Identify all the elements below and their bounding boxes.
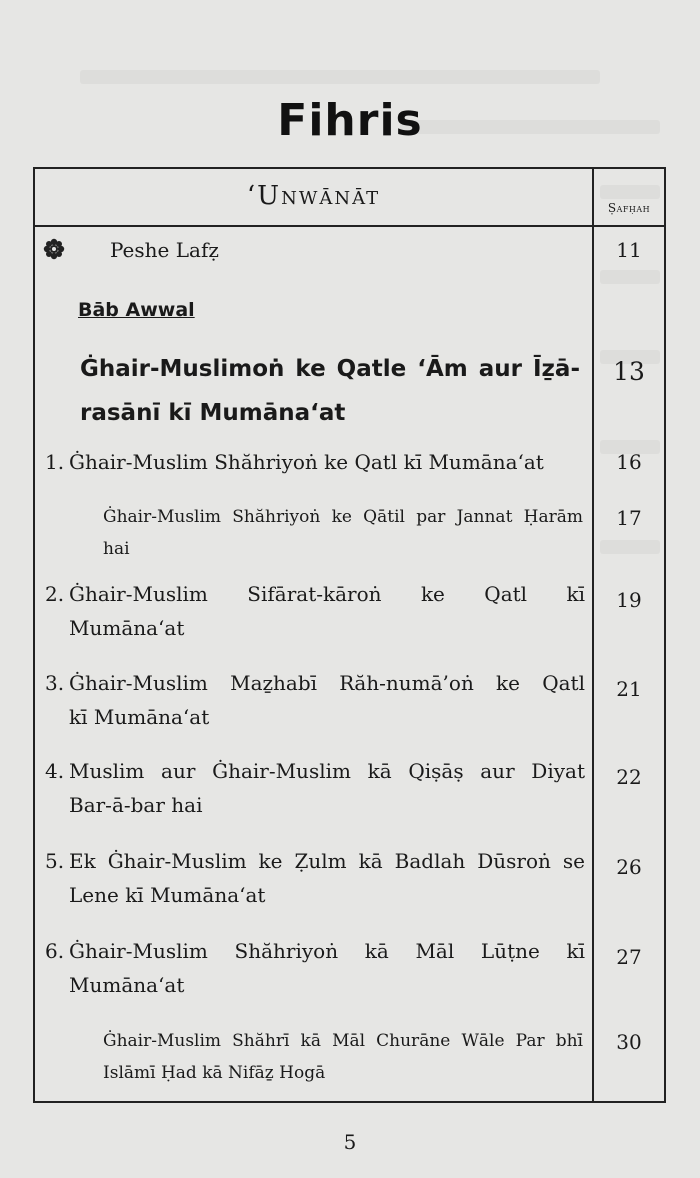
entry-title <box>45 754 585 822</box>
chapter-heading-line2: rasānī kī Mumāna‘at <box>80 400 346 426</box>
entry-line1: Ġhair-Muslim Shăhriyoṅ ke Qātil par Jannat Ḥarām <box>103 507 583 527</box>
header-divider <box>35 225 664 227</box>
page-number: 5 <box>343 1130 357 1154</box>
entry-number: 6. <box>45 939 65 963</box>
entry-page: 30 <box>616 1030 642 1054</box>
entry-page: 26 <box>616 855 642 879</box>
entry-page: 19 <box>616 588 642 612</box>
entry-line1: Ġhair-Muslim Maẕhabī Răh-numā’oṅ ke Qatl <box>69 671 585 695</box>
chapter-heading-line1: Ġhair-Muslimoṅ ke Qatle ‘Ām aur Īẕā- <box>80 356 580 382</box>
entry-page: 21 <box>616 677 642 701</box>
entry-line2: Mumāna‘at <box>69 973 185 997</box>
entry-line2: Bar-ā-bar hai <box>69 793 203 817</box>
entry-page: 11 <box>616 238 642 262</box>
entry-number: 2. <box>45 582 65 606</box>
entry-page: 16 <box>616 450 642 474</box>
entry-page: 17 <box>616 506 642 530</box>
chapter-label: Bāb Awwal <box>78 299 195 321</box>
entry-line1: Ġhair-Muslim Shăhriyoṅ ke Qatl kī Mumāna‘at <box>69 450 544 474</box>
entry-number: 3. <box>45 671 65 695</box>
entry-title <box>103 1025 583 1089</box>
column-heading-page: Ṣafḥah <box>607 201 651 215</box>
entry-page: 27 <box>616 945 642 969</box>
entry-page: 22 <box>616 765 642 789</box>
entry-title <box>45 934 585 1002</box>
entry-number: 5. <box>45 849 65 873</box>
entry-line2: hai <box>103 539 130 559</box>
entry-title <box>45 844 585 912</box>
entry-line1: Ġhair-Muslim Shăhriyoṅ kā Māl Lūṭne kī <box>69 939 585 963</box>
chapter-heading[interactable] <box>80 347 580 435</box>
entry-line1: Muslim aur Ġhair-Muslim kā Qiṣāṣ aur Diyat <box>69 759 585 783</box>
entry-title: Peshe Lafẓ <box>110 238 219 262</box>
flower-icon <box>43 238 65 260</box>
entry-line1: Ġhair-Muslim Sifārat-kāroṅ ke Qatl kī <box>69 582 585 606</box>
entry-number: 1. <box>45 450 65 474</box>
page-title: Fihris <box>277 95 423 146</box>
entry-line2: kī Mumāna‘at <box>69 705 210 729</box>
entry-line2: Islāmī Ḥad kā Nifāẕ Hogā <box>103 1063 326 1083</box>
entry-line2: Mumāna‘at <box>69 616 185 640</box>
entry-title <box>45 666 585 734</box>
column-heading-titles: ‘Unwānāt <box>246 181 381 211</box>
entry-number: 4. <box>45 759 65 783</box>
chapter-heading-page: 13 <box>613 357 645 386</box>
entry-title <box>103 501 583 565</box>
entry-line1: Ġhair-Muslim Shăhrī kā Māl Churāne Wāle Par bhī <box>103 1031 583 1051</box>
entry-line1: Ek Ġhair-Muslim ke Ẓulm kā Badlah Dūsroṅ se <box>69 849 585 873</box>
entry-title <box>45 577 585 645</box>
entry-title <box>45 445 585 479</box>
entry-line2: Lene kī Mumāna‘at <box>69 883 266 907</box>
contents-table <box>33 167 666 1103</box>
